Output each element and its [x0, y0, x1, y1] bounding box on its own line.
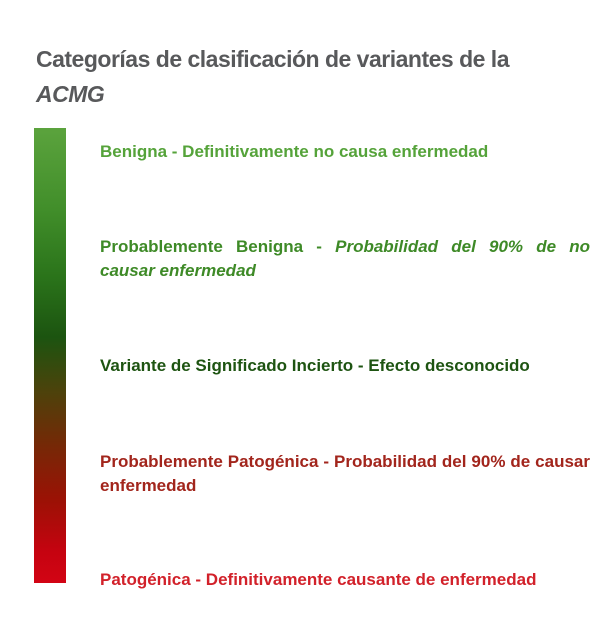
category-label-probablemente-benigna [100, 235, 590, 283]
category-text-italic: Probabilidad del 90% de no causar enfermedad [100, 237, 591, 280]
category-text: Probablemente Benigna - [100, 237, 336, 256]
category-text: Patogénica - Definitivamente causante de enfermedad [100, 570, 537, 589]
page-title-line1: Categorías de clasificación de variantes de la [36, 46, 509, 72]
category-text: Probablemente Patogénica - Probabilidad del 90% de causar enfermedad [100, 452, 590, 495]
category-label-patogenica [100, 568, 536, 592]
category-text: Benigna - Definitivamente no causa enfermedad [100, 142, 489, 161]
category-label-probablemente-patogenica [100, 450, 590, 498]
category-label-benigna [100, 140, 488, 164]
category-text: Variante de Significado Incierto - Efecto desconocido [100, 356, 530, 375]
page-title-line2: ACMG [36, 81, 105, 107]
page-title [36, 42, 509, 112]
category-label-significado-incierto [100, 354, 530, 378]
classification-gradient-bar [34, 128, 66, 583]
